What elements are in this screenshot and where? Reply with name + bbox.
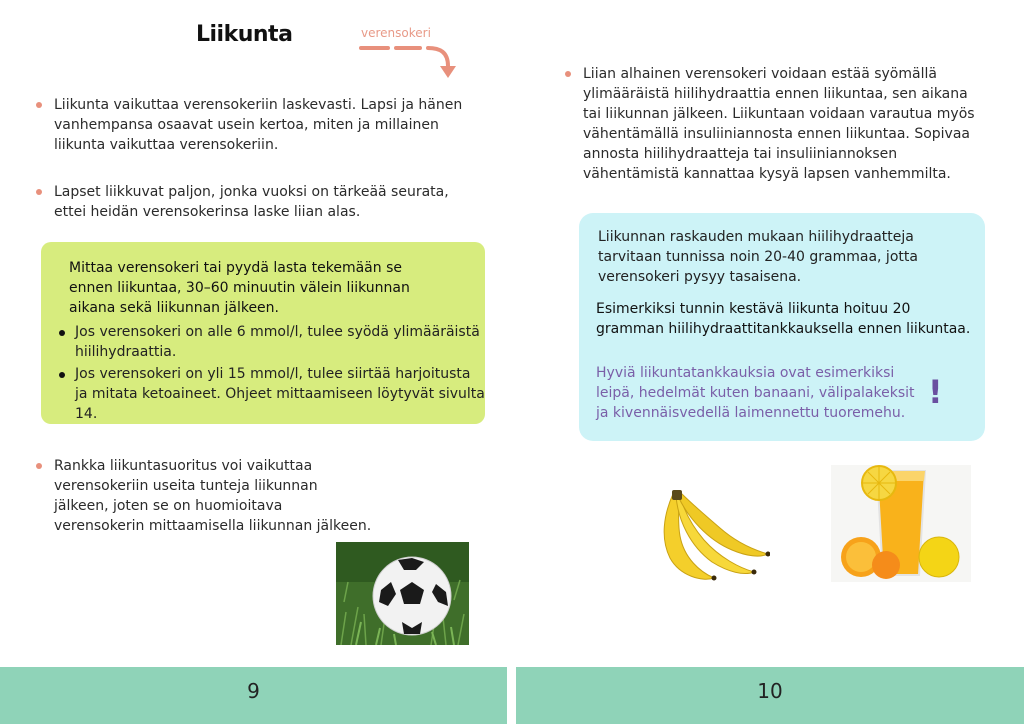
info-box-list [57,322,485,426]
measurement-info-box [41,242,485,424]
bullet-dot [36,102,42,108]
bullet-text: Liikunta vaikuttaa verensokeriin laskevasti. Lapsi ja hänen vanhempansa osaavat usein kertoa, miten ja millainen liikunta vaikuttaa verensokeriin. [54,97,463,153]
page-title: Liikunta [196,22,293,47]
page-number: 10 [757,679,783,703]
bullet-text: Lapset liikkuvat paljon, jonka vuoksi on tärkeää seurata, ettei heidän verensokerinsa laske liian alas. [54,184,449,220]
bullet-text: Liian alhainen verensokeri voidaan estää syömällä ylimääräistä hiilihydraattia ennen liikuntaa, sen aikana tai liikunnan jälkeen. Liikuntaan voidaan varautua myös vähentämällä insuliiniannosta ennen liikuntaa. Sopivaa annosta hiilihydraatteja tai insuliiniannoksen vähentämistä kannattaa kysyä lapsen vanhemmilta. [583,66,975,182]
page-number: 9 [247,679,260,703]
banana-image [640,488,770,584]
bullet-dot [565,71,571,77]
exclamation-icon: ! [928,373,943,411]
bullet-dot [36,189,42,195]
footer-bar-right [516,667,1024,724]
falling-arrow-icon [358,40,468,84]
snack-examples-text: Hyviä liikuntatankkauksia ovat esimerkiksi leipä, hedelmät kuten banaani, välipalakeksit ja kivennäisvedellä laimennettu tuoremehu. [596,365,915,421]
bullet-item [583,64,983,184]
soccer-ball-image [336,542,469,645]
bullet-item [54,95,484,155]
footer-bar-left [0,667,507,724]
bullet-dot [36,463,42,469]
carbohydrate-info-box [579,213,985,441]
bullet-text: Rankka liikuntasuoritus voi vaikuttaa verensokeriin useita tunteja liikunnan jälkeen, joten se on huomioitava verensokerin mittaamisella liikunnan jälkeen. [54,458,372,534]
bullet-item [54,182,474,222]
info-paragraph: Liikunnan raskauden mukaan hiilihydraatteja tarvitaan tunnissa noin 20-40 grammaa, jotta verensokeri pysyy tasaisena. [598,229,918,285]
orange-juice-image [831,465,971,582]
info-paragraph: Esimerkiksi tunnin kestävä liikunta hoituu 20 gramman hiilihydraattitankkauksella ennen liikuntaa. [596,301,971,337]
info-box-intro: Mittaa verensokeri tai pyydä lasta tekemään se ennen liikuntaa, 30–60 minuutin välein liikunnan aikana sekä liikunnan jälkeen. [69,260,410,316]
info-box-item: Jos verensokeri on alle 6 mmol/l, tulee syödä ylimääräistä hiilihydraattia. [75,322,485,362]
blood-sugar-label: verensokeri [361,26,431,40]
info-box-item: Jos verensokeri on yli 15 mmol/l, tulee siirtää harjoitusta ja mitata ketoaineet. Ohjeet mittaamiseen löytyvät sivulta 14. [75,366,485,422]
bullet-item [54,456,374,536]
